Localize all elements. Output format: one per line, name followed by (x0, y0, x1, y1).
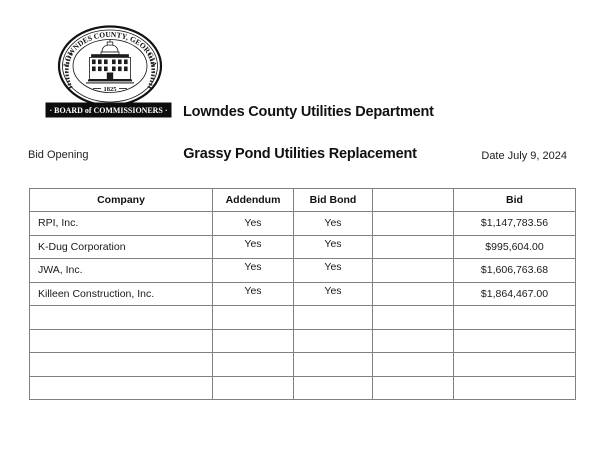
seal-year: 1825 (103, 86, 117, 93)
seal-ring-textpath: LOWNDES COUNTY, GEORGIA (61, 29, 159, 68)
empty-row (30, 353, 576, 377)
department-title: Lowndes County Utilities Department (183, 104, 434, 120)
commissioners-banner (46, 103, 172, 118)
bid-bond-cell: Yes (294, 282, 373, 306)
extra-cell (373, 212, 454, 236)
empty-cell (30, 306, 213, 330)
empty-cell (30, 376, 213, 400)
bid-amount-cell: $1,606,763.68 (454, 259, 576, 283)
empty-cell (373, 329, 454, 353)
county-seal-logo (45, 12, 175, 122)
table-header-company: Company (30, 189, 213, 212)
table-header-bid-bond: Bid Bond (294, 189, 373, 212)
table-header-blank (373, 189, 454, 212)
empty-row (30, 329, 576, 353)
addendum-cell: Yes (213, 235, 294, 259)
bid-table (29, 188, 576, 400)
bid-amount-cell: $1,864,467.00 (454, 282, 576, 306)
table-header-addendum: Addendum (213, 189, 294, 212)
bid-opening-label: Bid Opening (28, 149, 89, 161)
table-header-bid: Bid (454, 189, 576, 212)
banner-text: · BOARD of COMMISSIONERS · (49, 106, 168, 116)
empty-cell (294, 353, 373, 377)
extra-cell (373, 282, 454, 306)
bid-bond-cell: Yes (294, 259, 373, 283)
seal-graphic (45, 12, 175, 122)
empty-cell (213, 329, 294, 353)
table-row (30, 259, 576, 283)
empty-cell (373, 306, 454, 330)
empty-cell (373, 376, 454, 400)
company-cell: Killeen Construction, Inc. (30, 282, 213, 306)
bid-bond-cell: Yes (294, 235, 373, 259)
addendum-cell: Yes (213, 282, 294, 306)
empty-cell (454, 329, 576, 353)
empty-cell (213, 353, 294, 377)
extra-cell (373, 235, 454, 259)
empty-cell (373, 353, 454, 377)
empty-cell (294, 306, 373, 330)
addendum-cell: Yes (213, 212, 294, 236)
table-header-row (30, 189, 576, 212)
empty-cell (213, 306, 294, 330)
project-title: Grassy Pond Utilities Replacement (183, 146, 417, 162)
bid-amount-cell: $1,147,783.56 (454, 212, 576, 236)
empty-cell (213, 376, 294, 400)
table-row (30, 235, 576, 259)
empty-cell (294, 329, 373, 353)
addendum-cell: Yes (213, 259, 294, 283)
company-cell: RPI, Inc. (30, 212, 213, 236)
empty-cell (454, 376, 576, 400)
empty-row (30, 376, 576, 400)
empty-cell (30, 353, 213, 377)
company-cell: K-Dug Corporation (30, 235, 213, 259)
bid-amount-cell: $995,604.00 (454, 235, 576, 259)
extra-cell (373, 259, 454, 283)
empty-cell (454, 353, 576, 377)
empty-row (30, 306, 576, 330)
date-label: Date July 9, 2024 (481, 150, 567, 162)
empty-cell (30, 329, 213, 353)
empty-cell (454, 306, 576, 330)
company-cell: JWA, Inc. (30, 259, 213, 283)
table-row (30, 282, 576, 306)
table-row (30, 212, 576, 236)
bid-bond-cell: Yes (294, 212, 373, 236)
empty-cell (294, 376, 373, 400)
